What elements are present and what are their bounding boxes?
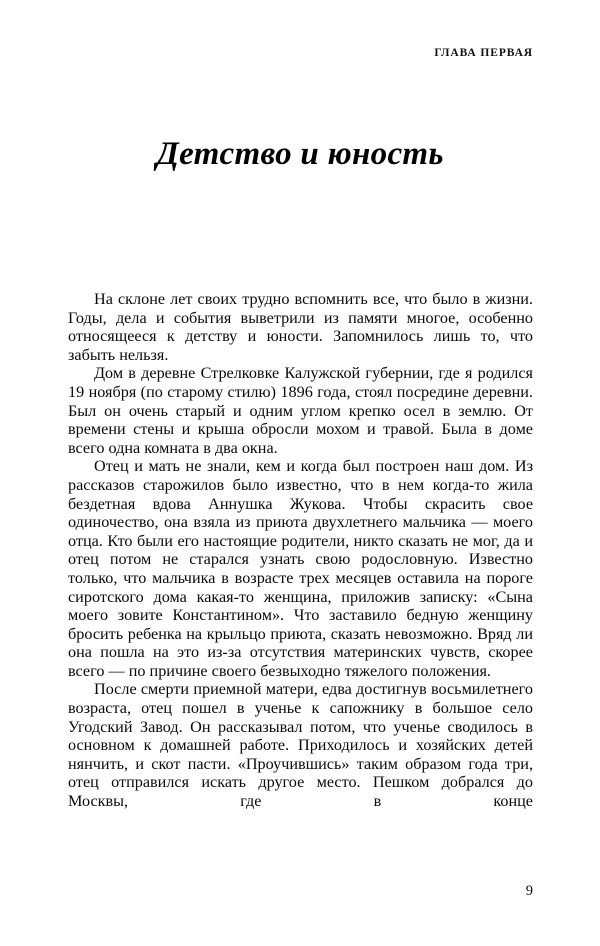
page-number: 9 bbox=[525, 883, 533, 899]
body-text bbox=[68, 290, 533, 811]
paragraph: На склоне лет своих трудно вспомнить все, что было в жизни. Годы, дела и события выветрили из памяти многое, особенно относящееся к детству и юности. Запомнилось лишь то, что забыть нельзя. bbox=[68, 290, 533, 364]
chapter-title: Детство и юность bbox=[156, 136, 444, 173]
running-head: ГЛАВА ПЕРВАЯ bbox=[434, 47, 533, 59]
paragraph: Дом в деревне Стрелковке Калужской губернии, где я родился 19 ноября (по старому стилю) 1896 года, стоял посредине деревни. Был он очень старый и одним углом крепко осел в землю. От времени стены и крыша обросли мохом и травой. Была в доме всего одна комната в два окна. bbox=[68, 364, 533, 457]
paragraph: Отец и мать не знали, кем и когда был построен наш дом. Из рассказов старожилов было известно, что в нем когда-то жила бездетная вдова Аннушка Жукова. Чтобы скрасить свое одиночество, она взяла из приюта двухлетнего мальчика — моего отца. Кто были его настоящие родители, никто сказать не мог, да и отец потом не старался узнать свою родословную. Известно только, что мальчика в возрасте трех месяцев оставила на пороге сиротского дома какая-то женщина, приложив записку: «Сына моего зовите Константином». Что заставило бедную женщину бросить ребенка на крыльцо приюта, сказать невозможно. Вряд ли она пошла на это из-за отсутствия материнских чувств, скорее всего — по причине своего безвыходно тяжелого положения. bbox=[68, 457, 533, 680]
paragraph: После смерти приемной матери, едва достигнув восьмилетнего возраста, отец пошел в ученье к сапожнику в большое село Угодский Завод. Он рассказывал потом, что ученье сводилось в основном к домашней работе. Приходилось и хозяйских детей нянчить, и скот пасти. «Проучившись» таким образом года три, отец отправился искать другое место. Пешком добрался до Москвы, где в конце bbox=[68, 680, 533, 811]
